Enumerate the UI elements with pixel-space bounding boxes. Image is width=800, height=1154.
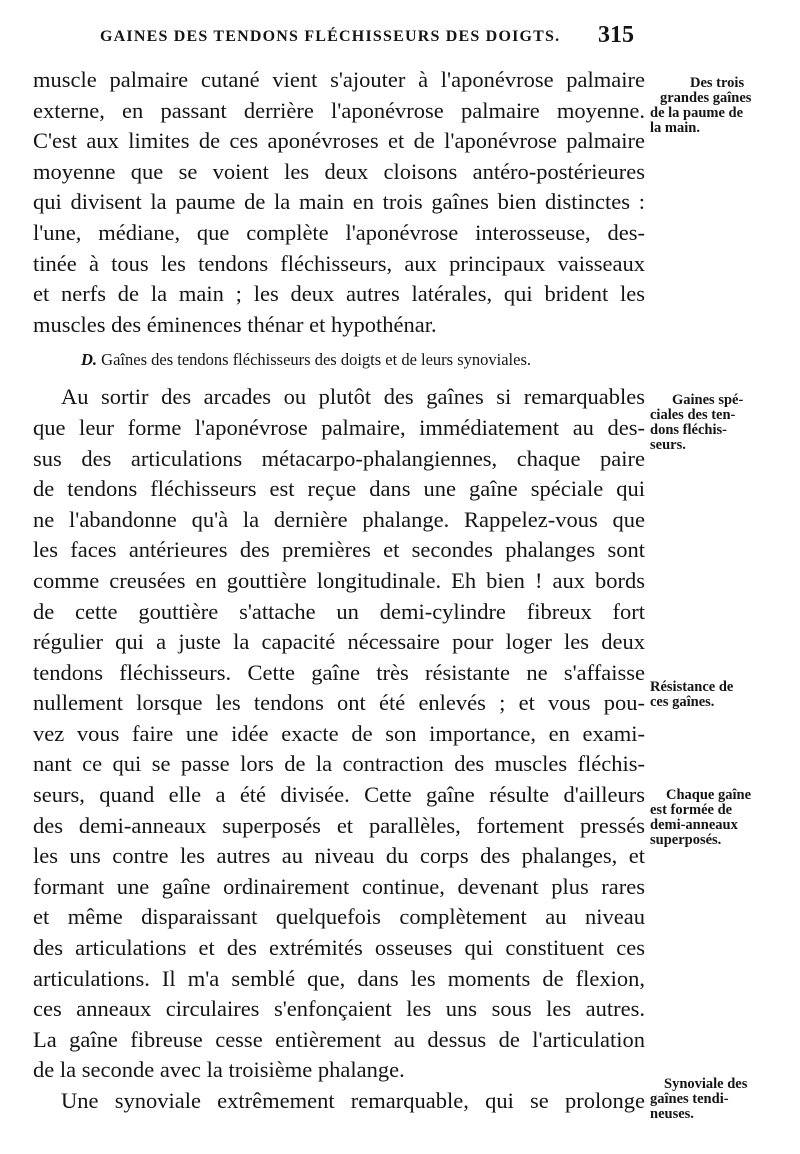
text-line: seurs, quand elle a été divisée. Cette gaîne résulte d'ailleurs <box>33 782 645 808</box>
note-line: demi-anneaux <box>650 817 738 833</box>
note-line: neuses. <box>650 1106 694 1122</box>
text-line: de tendons fléchisseurs est reçue dans une gaîne spéciale qui <box>33 476 645 502</box>
text-line: et même disparaissant quelquefois complètement au niveau <box>33 904 645 930</box>
page-number: 315 <box>598 22 634 48</box>
note-line: Synoviale des <box>664 1076 748 1092</box>
text-line: comme creusées en gouttière longitudinale. Eh bien ! aux bords <box>33 567 645 593</box>
note-line: superposés. <box>650 832 722 848</box>
text-line: les faces antérieures des premières et secondes phalanges sont <box>33 537 645 563</box>
section-title: Gaînes des tendons fléchisseurs des doigts et de leurs synoviales. <box>101 350 532 370</box>
text-line: que leur forme l'aponévrose palmaire, immédiatement au des- <box>33 414 645 440</box>
text-line: externe, en passant derrière l'aponévrose palmaire moyenne. <box>33 97 645 123</box>
note-line: est formée de <box>650 802 733 818</box>
margin-note-resistance <box>650 680 780 710</box>
margin-note-demi-anneaux <box>650 788 780 848</box>
text-line: tinée à tous les tendons fléchisseurs, aux principaux vaisseaux <box>33 250 645 276</box>
text-line: moyenne que se voient les deux cloisons antéro-postérieures <box>33 158 645 184</box>
section-letter: D. <box>81 350 98 370</box>
text-line: des demi-anneaux superposés et parallèles, fortement pressés <box>33 812 645 838</box>
text-line: tendons fléchisseurs. Cette gaîne très résistante ne s'affaisse <box>33 659 645 685</box>
text-line: régulier qui a juste la capacité nécessaire pour loger les deux <box>33 629 645 655</box>
note-line: ciales des ten- <box>650 407 736 423</box>
text-line: sus des articulations métacarpo-phalangiennes, chaque paire <box>33 445 645 471</box>
text-line: muscle palmaire cutané vient s'ajouter à l'aponévrose palmaire <box>33 67 645 92</box>
margin-note-gaines-speciales <box>650 393 780 453</box>
paragraph-aponevroses <box>33 65 645 340</box>
text-line: l'une, médiane, que complète l'aponévrose interosseuse, des- <box>33 219 645 245</box>
text-line: les uns contre les autres au niveau du corps des phalanges, et <box>33 843 645 869</box>
note-line: ces gaînes. <box>650 694 715 710</box>
text-line: et nerfs de la main ; les deux autres latérales, qui brident les <box>33 281 645 307</box>
text-line: muscles des éminences thénar et hypothénar. <box>33 311 437 337</box>
text-line: La gaîne fibreuse cesse entièrement au dessus de l'articulation <box>33 1026 645 1052</box>
text-line: qui divisent la paume de la main en trois gaînes bien distinctes : <box>33 189 645 215</box>
note-line: gaînes tendi- <box>650 1091 729 1107</box>
text-line: de cette gouttière s'attache un demi-cylindre fibreux fort <box>33 598 645 624</box>
text-line: ces anneaux circulaires s'enfonçaient les uns sous les autres. <box>33 996 645 1022</box>
text-line: C'est aux limites de ces aponévroses et de l'aponévrose palmaire <box>33 128 645 154</box>
main-text <box>33 65 645 1117</box>
section-heading <box>33 350 645 370</box>
text-line: ne l'abandonne qu'à la dernière phalange. Rappelez-vous que <box>33 506 645 532</box>
note-line: Des trois <box>690 75 745 91</box>
text-line: nant ce qui se passe lors de la contraction des muscles fléchis- <box>33 751 645 777</box>
text-line: nullement lorsque les tendons ont été enlevés ; et vous pou- <box>33 690 645 716</box>
note-line: de la paume de <box>650 105 744 121</box>
margin-note-synoviale <box>650 1077 780 1122</box>
note-line: seurs. <box>650 437 686 453</box>
text-line: vez vous faire une idée exacte de son importance, en exami- <box>33 720 645 746</box>
paragraph-synoviale <box>33 1086 645 1117</box>
text-line: de la seconde avec la troisième phalange. <box>33 1057 405 1083</box>
note-line: dons fléchis- <box>650 422 727 438</box>
text-line: articulations. Il m'a semblé que, dans les moments de flexion, <box>33 965 645 991</box>
note-line: Chaque gaîne <box>666 787 752 803</box>
margin-note-trois-gaines <box>650 76 780 136</box>
text-line: Une synoviale extrêmement remarquable, qui se prolonge <box>61 1088 645 1113</box>
text-line: formant une gaîne ordinairement continue, devenant plus rares <box>33 873 645 899</box>
text-line: Au sortir des arcades ou plutôt des gaînes si remarquables <box>61 384 645 410</box>
text-line: des articulations et des extrémités osseuses qui constituent ces <box>33 935 645 961</box>
note-line: Résistance de <box>650 679 734 695</box>
note-line: la main. <box>650 120 700 136</box>
note-line: grandes gaînes <box>660 90 752 106</box>
running-title: GAINES DES TENDONS FLÉCHISSEURS DES DOIGTS. <box>100 28 561 45</box>
paragraph-gaines <box>33 382 645 1086</box>
note-line: Gaines spé- <box>672 392 744 408</box>
